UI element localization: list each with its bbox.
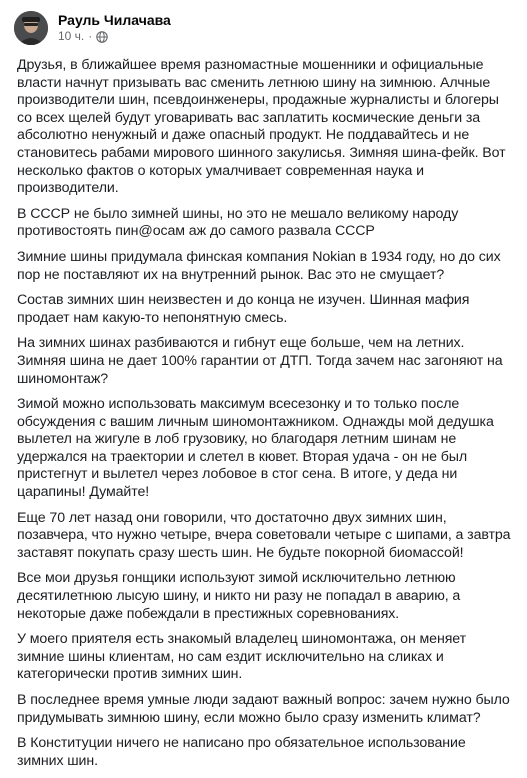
post-paragraph: Еще 70 лет назад они говорили, что достаточно двух зимних шин, позавчера, что нужно четыре, вчера советовали четыре с шипами, а завтра заставят покупать сразу шесть шин. Не будьте покорной биомассой!	[17, 509, 511, 561]
post-paragraph: Состав зимних шин неизвестен и до конца не изучен. Шинная мафия продает нам какую-то непонятную смесь.	[17, 292, 470, 326]
post-paragraph: У моего приятеля есть знакомый владелец шиномонтажа, он меняет зимние шины клиентам, но сам ездит исключительно на сликах и категорически против зимних шин.	[17, 631, 467, 683]
post-paragraph: Зимой можно использовать максимум всесезонку и то только после обсуждения с вашим личным шиномонтажником. Однажды мой дедушка вылетел на жигуле в лоб грузовику, но благодаря летним шинам не удержался на траектории и слетел в кювет. Вторая удача - он не был пристегнут и вылетел через лобовое в стог сена. В итоге, у деда ни царапины! Думайте!	[17, 396, 494, 501]
post-paragraph: Друзья, в ближайшее время разномастные мошенники и официальные власти начнут призывать вас сменить летнюю шину на зимнюю. Алчные производители шин, псевдоинженеры, продажные журналисты и блогеры со всех щелей будут уговаривать вас заплатить космические деньги за абсолютно ненужный и даже опасный продукт. Не поддавайтесь и не становитесь рабами мирового шинного закулисья. Зимняя шина-фейк. Вот несколько фактов о которых умалчивает современная наука и производители.	[17, 57, 506, 197]
post-subline	[58, 30, 171, 44]
post-paragraph: Все мои друзья гонщики используют зимой исключительно летнюю десятилетнюю лысую шину, и никто ни разу не попадал в аварию, а некоторые даже побеждали в престижных соревнованиях.	[17, 570, 461, 622]
post-meta	[58, 12, 171, 44]
post-header	[14, 10, 171, 46]
meta-separator: ·	[88, 29, 93, 44]
post-paragraph: В Конституции ничего не написано про обязательное использование зимних шин.	[17, 735, 466, 769]
globe-icon	[96, 31, 108, 43]
post-body	[17, 57, 513, 778]
post-paragraph: На зимних шинах разбиваются и гибнут еще больше, чем на летних. Зимняя шина не дает 100% гарантии от ДТП. Тогда зачем нас загоняют на шиномонтаж?	[17, 335, 503, 387]
post-paragraph: В последнее время умные люди задают важный вопрос: зачем нужно было придумывать зимнюю шину, если можно было сразу изменить климат?	[17, 692, 510, 726]
author-avatar[interactable]	[14, 11, 48, 45]
avatar-photo-icon	[14, 11, 48, 45]
post-time[interactable]: 10 ч.	[58, 29, 85, 44]
post-paragraph: Зимние шины придумала финская компания Nokian в 1934 году, но до сих пор не поставляют их на внутренний рынок. Вас это не смущает?	[17, 248, 501, 283]
author-name[interactable]: Рауль Чилачава	[58, 12, 171, 29]
post-paragraph: В СССР не было зимней шины, но это не мешало великому народу противостоять пин@осам аж до самого развала СССР	[17, 205, 459, 240]
